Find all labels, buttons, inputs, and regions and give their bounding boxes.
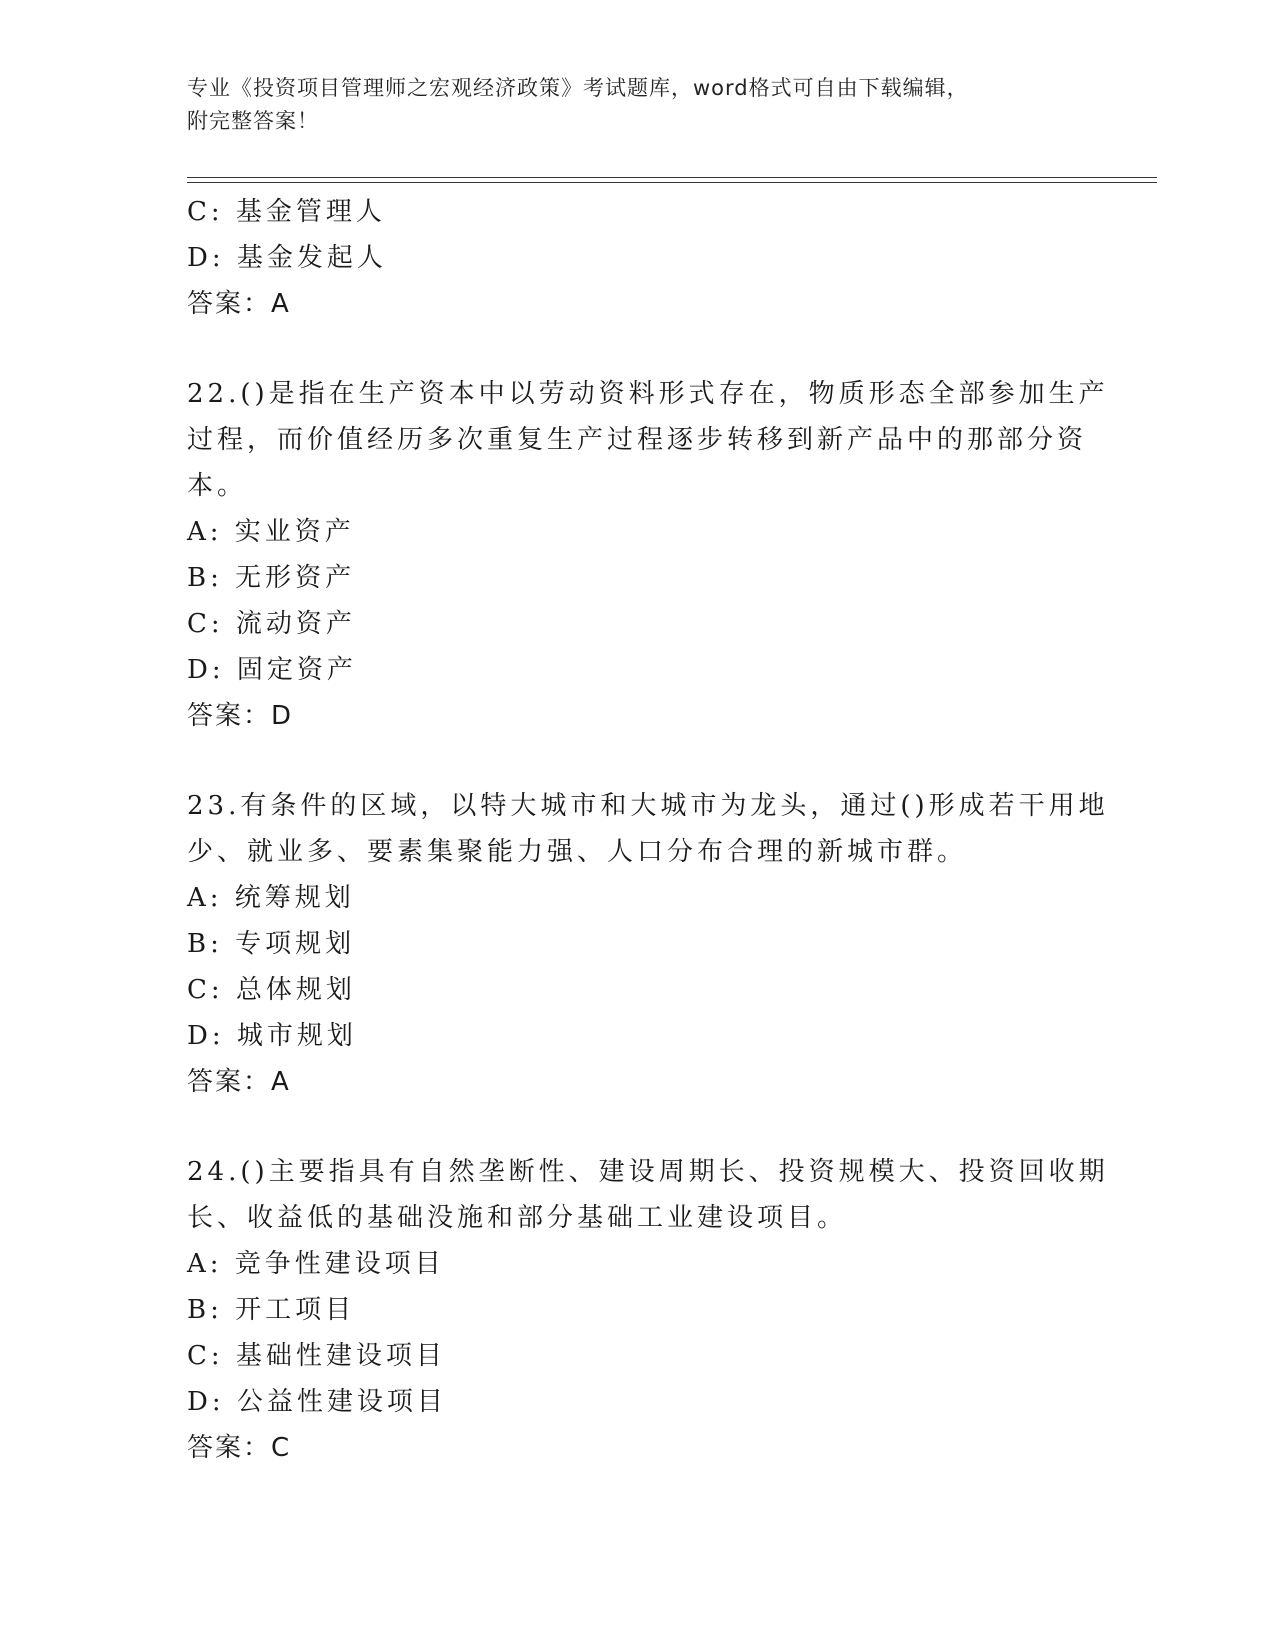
document-header (187, 72, 1087, 138)
option-d: D: 公益性建设项目 (187, 1387, 447, 1417)
option-a: A: 竞争性建设项目 (187, 1249, 445, 1279)
question-stem-line: 少、就业多、要素集聚能力强、人口分布合理的新城市群。 (187, 837, 968, 867)
option-d: D: 城市规划 (187, 1021, 357, 1051)
option-c: C: 总体规划 (187, 975, 356, 1005)
option-a: A: 统筹规划 (187, 883, 355, 913)
option-c: C: 流动资产 (187, 609, 356, 639)
option-a: A: 实业资产 (187, 517, 355, 547)
option-d: D: 基金发起人 (187, 243, 387, 273)
answer-line: 答案：A (187, 1067, 291, 1097)
question-stem-line: 过程，而价值经历多次重复生产过程逐步转移到新产品中的那部分资 (187, 425, 1088, 455)
question-stem-line: 24.()主要指具有自然垄断性、建设周期长、投资规模大、投资回收期 (187, 1157, 1109, 1187)
option-b: B: 无形资产 (187, 563, 356, 593)
spacer (187, 1105, 1087, 1149)
header-line-2: 附完整答案！ (187, 109, 319, 133)
question-stem-line: 22.()是指在生产资本中以劳动资料形式存在，物质形态全部参加生产 (187, 379, 1109, 409)
option-c: C: 基础性建设项目 (187, 1341, 446, 1371)
question-stem-line: 长、收益低的基础没施和部分基础工业建设项目。 (187, 1203, 848, 1233)
answer-line: 答案：C (187, 1433, 292, 1463)
header-line-1: 专业《投资项目管理师之宏观经济政策》考试题库，word格式可自由下载编辑， (187, 76, 969, 100)
option-b: B: 开工项目 (187, 1295, 356, 1325)
question-content (187, 189, 1109, 1471)
option-c: C: 基金管理人 (187, 197, 386, 227)
header-divider-top (187, 177, 1157, 178)
spacer (187, 327, 1087, 371)
header-divider-bottom (187, 182, 1157, 183)
answer-line: 答案：D (187, 701, 294, 731)
question-24 (187, 1149, 1109, 1471)
question-stem-line: 23.有条件的区域，以特大城市和大城市为龙头，通过()形成若干用地 (187, 791, 1109, 821)
option-d: D: 固定资产 (187, 655, 357, 685)
spacer (187, 739, 1087, 783)
question-21-tail (187, 189, 1087, 327)
question-22 (187, 371, 1109, 739)
question-stem-line: 本。 (187, 471, 248, 501)
answer-line: 答案：A (187, 289, 291, 319)
option-b: B: 专项规划 (187, 929, 356, 959)
question-23 (187, 783, 1109, 1105)
